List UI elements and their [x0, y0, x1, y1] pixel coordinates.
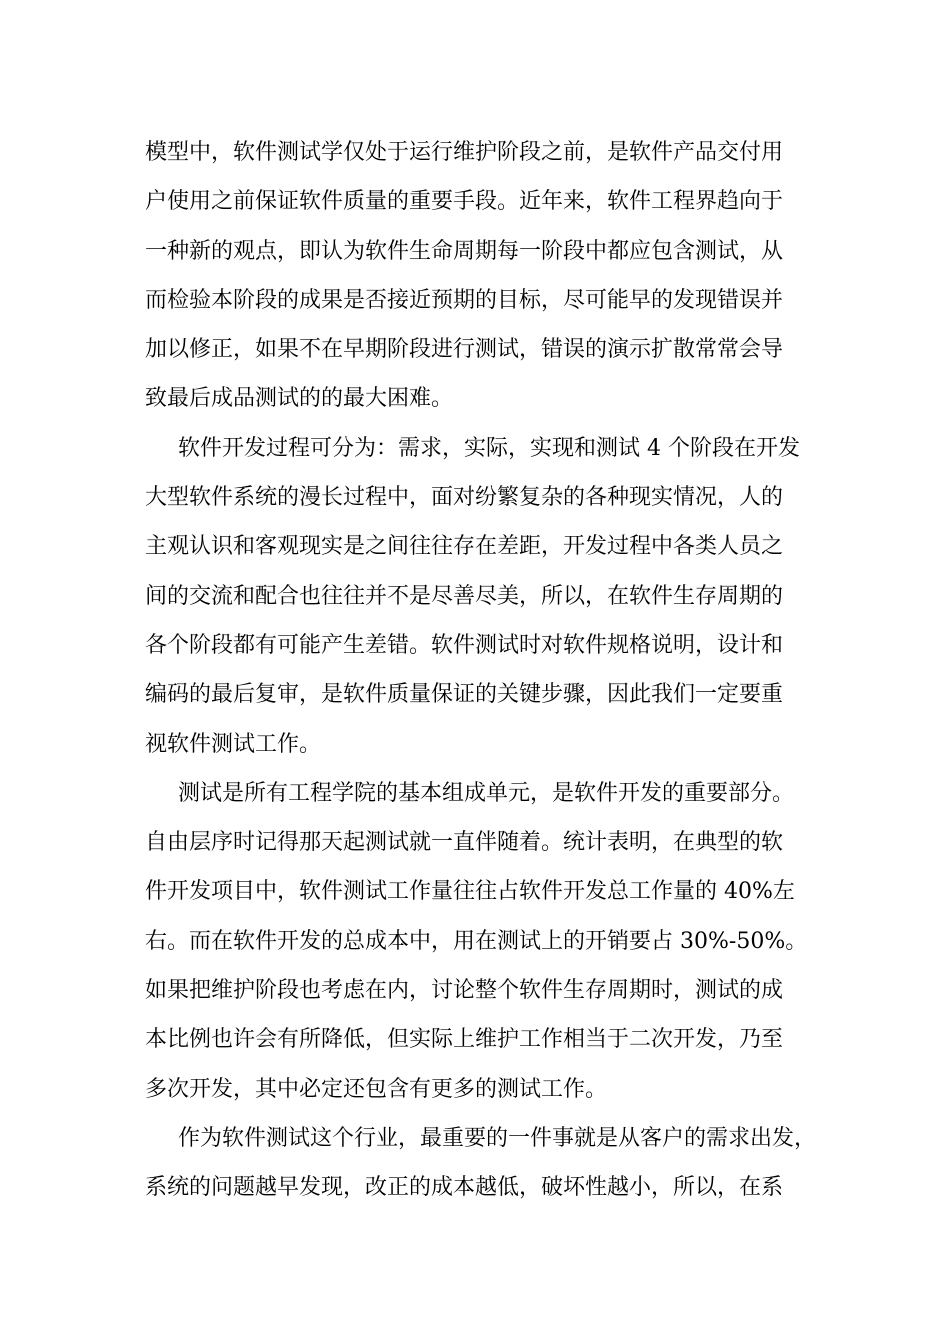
paragraph-3 [145, 769, 825, 1114]
text-line: 各个阶段都有可能产生差错。软件测试时对软件规格说明，设计和 [145, 632, 784, 658]
text-line: 模型中，软件测试学仅处于运行维护阶段之前，是软件产品交付用 [145, 140, 784, 165]
text-line: 件开发项目中，软件测试工作量往往占软件开发总工作量的 40%左 [145, 879, 795, 905]
text-line: 多次开发，其中必定还包含有更多的测试工作。 [145, 1076, 608, 1102]
text-line: 加以修正，如果不在早期阶段进行测试，错误的演示扩散常常会导 [145, 337, 784, 363]
text-line: 视软件测试工作。 [145, 731, 322, 757]
text-line: 自由层序时记得那天起测试就一直伴随着。统计表明，在典型的软 [145, 830, 784, 856]
text-line: 软件开发过程可分为：需求，实际，实现和测试 4 个阶段在开发 [178, 435, 800, 461]
text-line: 系统的问题越早发现，改正的成本越低，破坏性越小，所以，在系 [145, 1175, 784, 1201]
text-line: 而检验本阶段的成果是否接近预期的目标，尽可能早的发现错误并 [145, 287, 784, 313]
text-line: 如果把维护阶段也考虑在内，讨论整个软件生存周期时，测试的成 [145, 978, 784, 1004]
text-line: 右。而在软件开发的总成本中，用在测试上的开销要占 30%-50%。 [145, 928, 808, 954]
text-line: 主观认识和客观现实是之间往往存在差距，开发过程中各类人员之 [145, 534, 784, 560]
text-line: 编码的最后复审，是软件质量保证的关键步骤，因此我们一定要重 [145, 682, 784, 708]
body-text [145, 128, 825, 1213]
text-line: 户使用之前保证软件质量的重要手段。近年来，软件工程界趋向于 [145, 189, 784, 215]
text-line: 本比例也许会有所降低，但实际上维护工作相当于二次开发，乃至 [145, 1027, 784, 1053]
text-line: 作为软件测试这个行业，最重要的一件事就是从客户的需求出发， [178, 1125, 817, 1151]
paragraph-1 [145, 128, 825, 424]
text-line: 间的交流和配合也往往并不是尽善尽美，所以，在软件生存周期的 [145, 583, 784, 609]
text-line: 一种新的观点，即认为软件生命周期每一阶段中都应包含测试，从 [145, 238, 784, 264]
text-line: 大型软件系统的漫长过程中，面对纷繁复杂的各种现实情况，人的 [145, 485, 784, 511]
paragraph-2 [145, 424, 825, 769]
paragraph-4 [145, 1114, 825, 1213]
text-line: 致最后成品测试的的最大困难。 [145, 386, 454, 412]
text-line: 测试是所有工程学院的基本组成单元，是软件开发的重要部分。 [178, 780, 795, 806]
